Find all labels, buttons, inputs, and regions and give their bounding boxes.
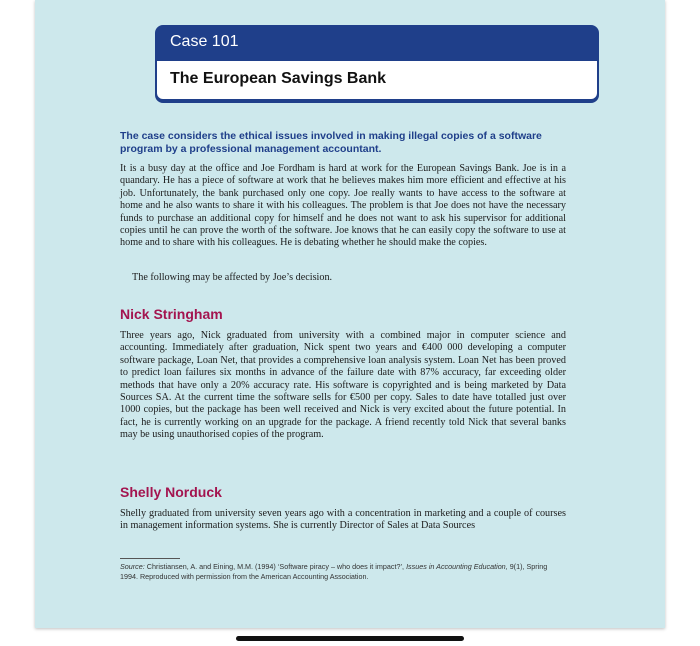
home-indicator[interactable] (236, 636, 464, 641)
footnote-divider (120, 558, 180, 559)
case-intro: The case considers the ethical issues involved in making illegal copies of a software program by a professional management accountant. (120, 130, 542, 155)
case-header (155, 25, 599, 103)
source-rest: 9(1), Spring 1994. Reproduced with permission from the American Accounting Association. (120, 562, 548, 581)
case-title: The European Savings Bank (170, 70, 387, 87)
source-label: Source: (120, 562, 145, 571)
paragraph-joe: It is a busy day at the office and Joe Fordham is hard at work for the European Savings Bank. Joe is in a quandary. He has a piece of software at work that he believes makes him more efficient and effective at his job. Unfortunately, the bank purchased only one copy. Joe really wants to have access to the software at home and he also wants to share it with his colleagues. The problem is that Joe does not have the necessary funds to purchase an additional copy for himself and he does not want to ask his supervisor for additional copies until he can prove the worth of the software. Joe knows that he can easily copy the software to use at home and to share with his colleagues. He is debating whether he should make the copies. (120, 163, 566, 249)
case-number: Case 101 (170, 33, 239, 50)
heading-shelly-norduck: Shelly Norduck (120, 484, 222, 500)
paragraph-nick: Three years ago, Nick graduated from university with a combined major in computer science and accounting. Immediately after graduation, Nick spent two years and €400 000 developing a computer software package, Loan Net, that provides a comprehensive loan analysis system. Loan Net has been proved to predict loan failures six months in advance of the failure date with 87% accuracy, far exceeding older methods that have only a 20% accuracy rate. His software is copyrighted and is being marketed by Data Sources SA. At the current time the software sells for €500 per copy. Sales to date have totalled just over 1000 copies, but the package has been well received and Nick is very excited about the future potential. In fact, he is currently working on an upgrade for the package. A friend recently told Nick that several banks may be using unauthorised copies of the program. (120, 330, 566, 441)
source-journal: Issues in Accounting Education, (406, 562, 508, 571)
heading-nick-stringham: Nick Stringham (120, 306, 223, 322)
paragraph-affected: The following may be affected by Joe’s decision. (132, 272, 333, 283)
case-title-box (157, 61, 597, 99)
paragraph-shelly: Shelly graduated from university seven years ago with a concentration in marketing and a couple of courses in management information systems. She is currently Director of Sales at Data Sources (120, 508, 566, 532)
source-citation (120, 562, 566, 582)
source-authors: Christiansen, A. and Eining, M.M. (1994) ‘Software piracy – who does it impact?’, (146, 562, 405, 571)
